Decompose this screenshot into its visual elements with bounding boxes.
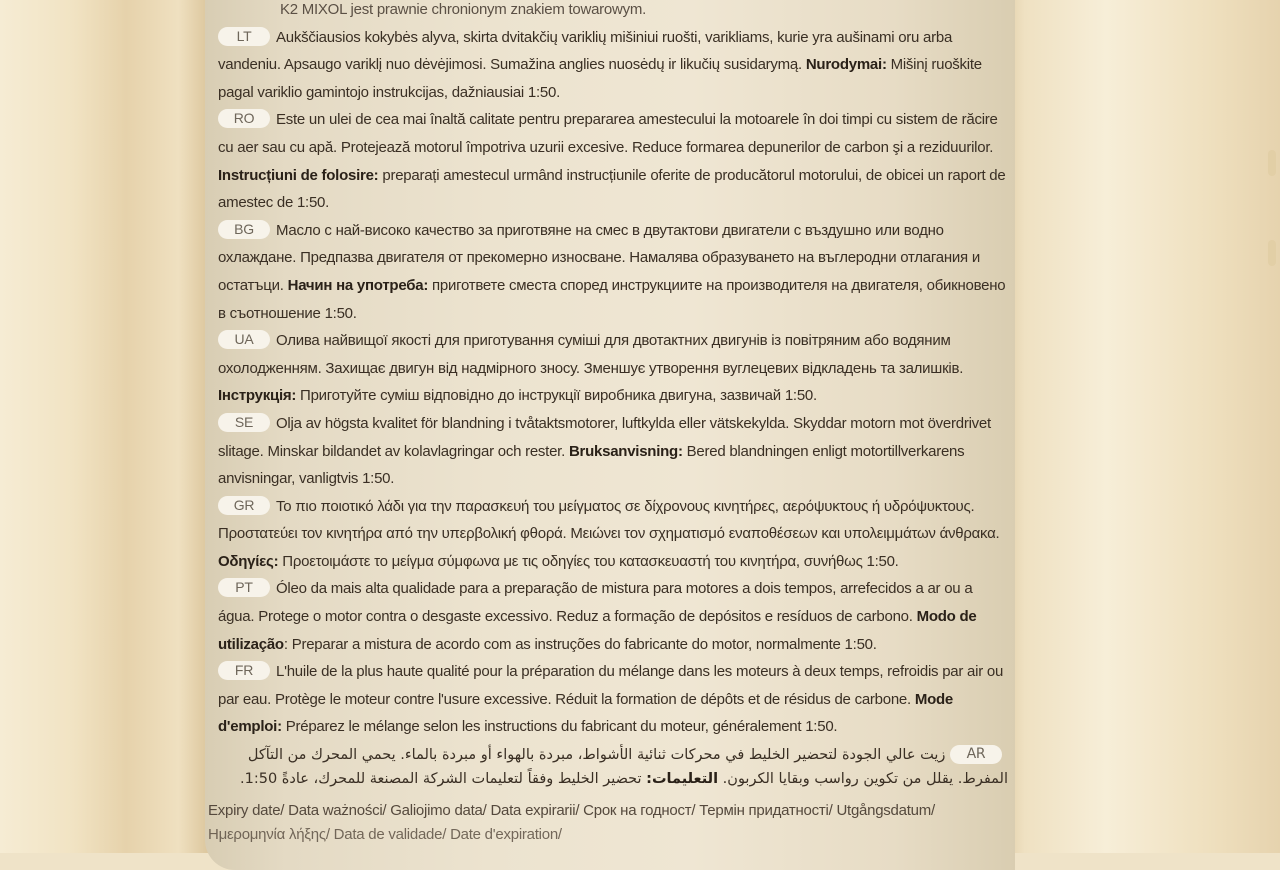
paragraph-text: Bered blandningen enligt motortillverkarens anvisningar, vanligtvis 1:50. — [218, 442, 965, 488]
paragraph-lt — [218, 24, 1008, 107]
paragraph-fr — [218, 658, 1008, 741]
lang-badge: FR — [218, 661, 270, 680]
paragraph-se — [218, 410, 1008, 493]
paragraph-text: Προετοιμάστε το μείγμα σύμφωνα με τις οδηγίες του κατασκευαστή του κινητήρα, συνήθως 1:50. — [278, 552, 899, 570]
paragraph-bold: Начин на употреба: — [287, 276, 429, 294]
bottle-ridge — [1268, 150, 1276, 176]
lang-badge: UA — [218, 330, 270, 349]
expiry-date-line-2: Ημερομηνία λήξης/ Data de validade/ Date d'expiration/ — [208, 825, 562, 843]
paragraph-text: preparați amestecul urmând instrucțiunile oferite de producătorul motorului, de obicei un raport de amestec de 1:50. — [218, 166, 1006, 212]
paragraph-text: пригответе сместа според инструкциите на производителя на двигателя, обикновено в съотношение 1:50. — [218, 276, 1006, 322]
paragraph-text: Приготуйте суміш відповідно до інструкції виробника двигуна, зазвичай 1:50. — [296, 387, 817, 405]
paragraph-bg — [218, 217, 1008, 327]
lang-badge: SE — [218, 413, 270, 432]
paragraph-pt — [218, 575, 1008, 658]
paragraph-bold: Nurodymai: — [805, 56, 887, 74]
lang-badge: LT — [218, 27, 270, 46]
paragraph-ua — [218, 327, 1008, 410]
bottle-ridge — [1268, 240, 1276, 266]
paragraph-bold: التعليمات: — [646, 771, 719, 788]
paragraph-bold: Οδηγίες: — [218, 552, 279, 570]
paragraph-text: Óleo da mais alta qualidade para a preparação de mistura para motores a dois tempos, arrefecidos a ar ou a água. Protege o motor contra o desgaste excessivo. Reduz a formação de depósitos e resíduos de carbono. — [218, 580, 973, 626]
paragraph-text: L'huile de la plus haute qualité pour la préparation du mélange dans les moteurs à deux temps, refroidis par air ou par eau. Protège le moteur contre l'usure excessive. Réduit la formation de dépôts et de résidus de carbone. — [218, 663, 1004, 708]
paragraph-text: Este un ulei de cea mai înaltă calitate pentru prepararea amestecului la motoarele în doi timpi cu sistem de răcire cu aer sau cu apă. Protejează motorul împotriva uzurii excesive. Reduce formarea depunerilor de carbon şi a reziduurilor. — [218, 111, 998, 156]
paragraph-ro — [218, 106, 1008, 216]
paragraph-text: Το πιο ποιοτικό λάδι για την παρασκευή του μείγματος σε δίχρονους κινητήρες, αερόψυκτους ή υδρόψυκτους. Προστατεύει τον κινητήρα από την υπερβολική φθορά. Μειώνει τον σχηματισμό εναποθέσεων και υπολειμμάτων άνθρακα. — [218, 497, 1000, 543]
lang-badge: GR — [218, 496, 270, 515]
bottle-left-side — [0, 0, 210, 853]
paragraph-bold: Інструкція: — [218, 387, 297, 405]
paragraph-text: Aukščiausios kokybės alyva, skirta dvitakčių variklių mišiniui ruošti, varikliams, kurie yra aušinami oru arba vandeniu. Apsaugo variklį nuo dėvėjimosi. Sumažina anglies nuosėdų ir likučių susidarymą. — [218, 28, 953, 74]
paragraph-text: Олива найвищої якості для приготування суміші для двотактних двигунів із повітряним або водяним охолодженням. Захищає двигун від надмірного зносу. Зменшує утворення вуглецевих відкладень та залишків. — [218, 332, 964, 377]
lang-badge: BG — [218, 220, 270, 239]
paragraph-text: Масло с най-високо качество за приготвяне на смес в двутактови двигатели с въздушно или водно охлаждане. Предпазва двигателя от прекомерно износване. Намалява образуването на въглеродни отлагания и остатъци. — [218, 221, 980, 294]
lang-badge: RO — [218, 109, 270, 128]
label-text — [208, 0, 1008, 848]
top-fragment: K2 MIXOL jest prawnie chronionym znakiem towarowym. — [280, 1, 646, 18]
paragraph-text: : Preparar a mistura de acordo com as instruções do fabricante do motor, normalmente 1:50. — [283, 635, 877, 653]
paragraph-text: Olja av högsta kvalitet för blandning i tvåtaktsmotorer, luftkylda eller vätskekylda. Skyddar motorn mot överdrivet slitage. Minskar bildandet av kolavlagringar och rester. — [218, 414, 991, 460]
paragraph-bold: Instrucțiuni de folosire: — [218, 166, 379, 184]
paragraph-text: زيت عالي الجودة لتحضير الخليط في محركات ثنائية الأشواط، مبردة بالهواء أو مبردة بالماء. يحمي المحرك من التآكل المفرط. يقلل من تكوين رواسب وبقايا الكربون. — [247, 747, 1008, 788]
lang-badge: PT — [218, 578, 270, 597]
paragraph-text: Mišinį ruoškite pagal variklio gamintojo instrukcijas, dažniausiai 1:50. — [218, 56, 982, 101]
paragraph-bold: Bruksanvisning: — [568, 442, 683, 460]
bottle-right-side — [990, 0, 1280, 853]
lang-badge: AR — [950, 745, 1002, 764]
expiry-date-line: Expiry date/ Data ważności/ Galiojimo data/ Data expirarii/ Срок на годност/ Термін придатності/ Utgångsdatum/ — [208, 802, 935, 820]
paragraph-text: Préparez le mélange selon les instructions du fabricant du moteur, généralement 1:50. — [281, 718, 838, 736]
paragraph-ar — [218, 743, 1008, 791]
paragraph-text: تحضير الخليط وفقاً لتعليمات الشركة المصنعة للمحرك، عادةً 1:50. — [240, 771, 647, 788]
paragraph-bold: Mode d'emploi: — [218, 690, 954, 736]
paragraph-gr — [218, 493, 1008, 576]
paragraph-bold: Modo de utilização — [218, 608, 977, 653]
